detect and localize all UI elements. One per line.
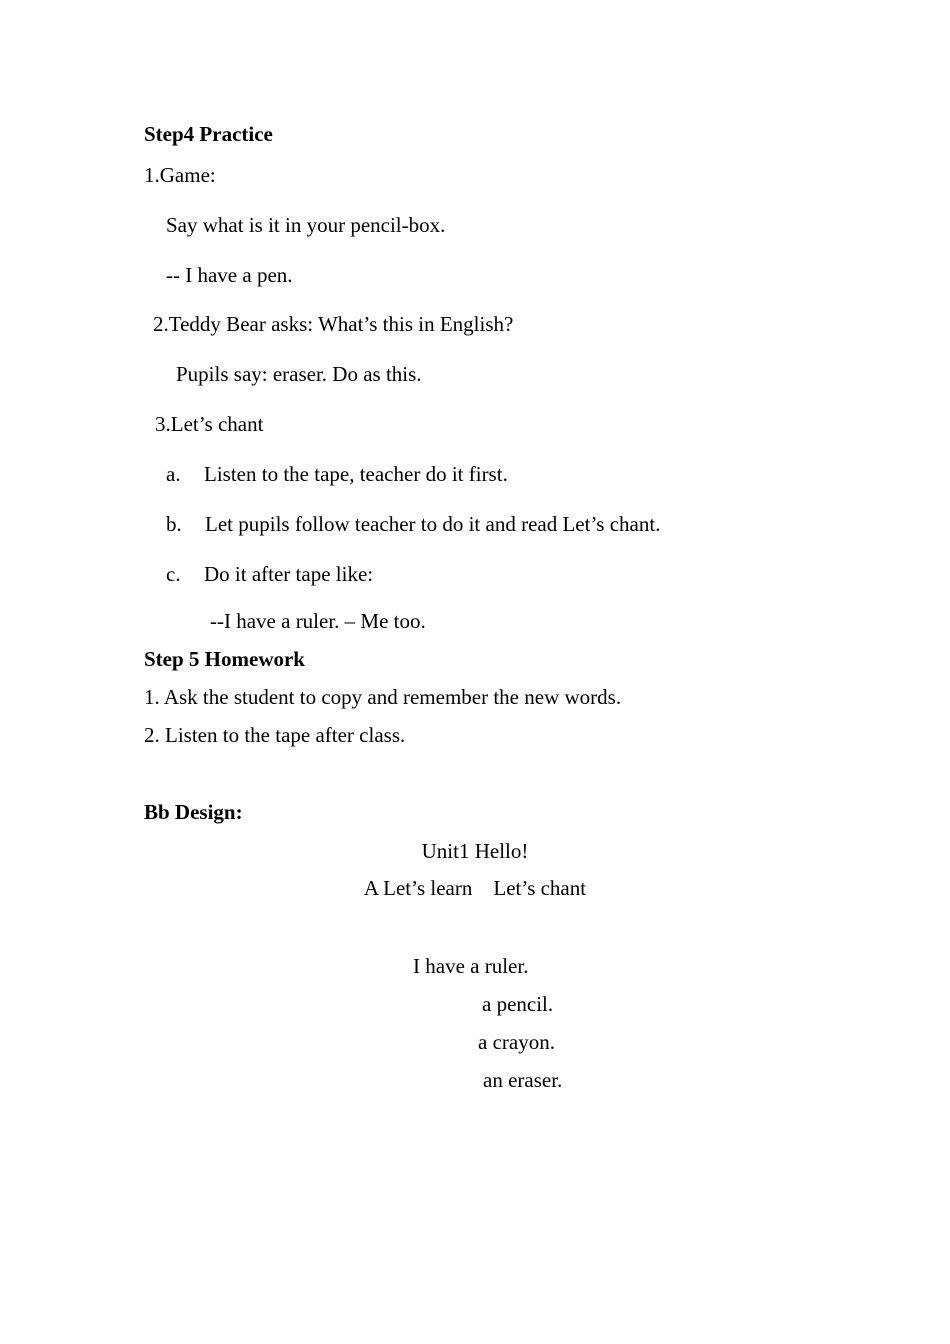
game-label: 1.Game: [144, 163, 216, 187]
game-instruction: Say what is it in your pencil-box. [166, 213, 446, 237]
step5-heading: Step 5 Homework [144, 647, 305, 671]
pupils-say-line: Pupils say: eraser. Do as this. [176, 362, 422, 386]
bb-word-eraser: an eraser. [483, 1068, 563, 1092]
chant-step-b-marker: b. [166, 512, 182, 536]
chant-example: --I have a ruler. – Me too. [210, 609, 426, 633]
bb-design-heading: Bb Design: [144, 800, 243, 824]
chant-step-c-text: Do it after tape like: [204, 562, 374, 586]
step4-heading: Step4 Practice [144, 122, 273, 146]
homework-item-2: 2. Listen to the tape after class. [144, 723, 406, 747]
bb-unit-title: Unit1 Hello! [421, 839, 529, 863]
chant-step-a-marker: a. [166, 462, 181, 486]
game-example: -- I have a pen. [166, 263, 293, 287]
chant-step-b-text: Let pupils follow teacher to do it and read Let’s chant. [205, 512, 661, 536]
homework-item-1: 1. Ask the student to copy and remember the new words. [144, 685, 622, 709]
bb-word-crayon: a crayon. [478, 1030, 555, 1054]
bb-section-title: A Let’s learn Let’s chant [363, 876, 587, 900]
bb-sentence: I have a ruler. [413, 954, 529, 978]
chant-step-a-text: Listen to the tape, teacher do it first. [204, 462, 508, 486]
bb-word-pencil: a pencil. [482, 992, 554, 1016]
teddy-bear-item: 2.Teddy Bear asks: What’s this in English? [153, 312, 514, 336]
chant-item: 3.Let’s chant [155, 412, 264, 436]
chant-step-c-marker: c. [166, 562, 181, 586]
